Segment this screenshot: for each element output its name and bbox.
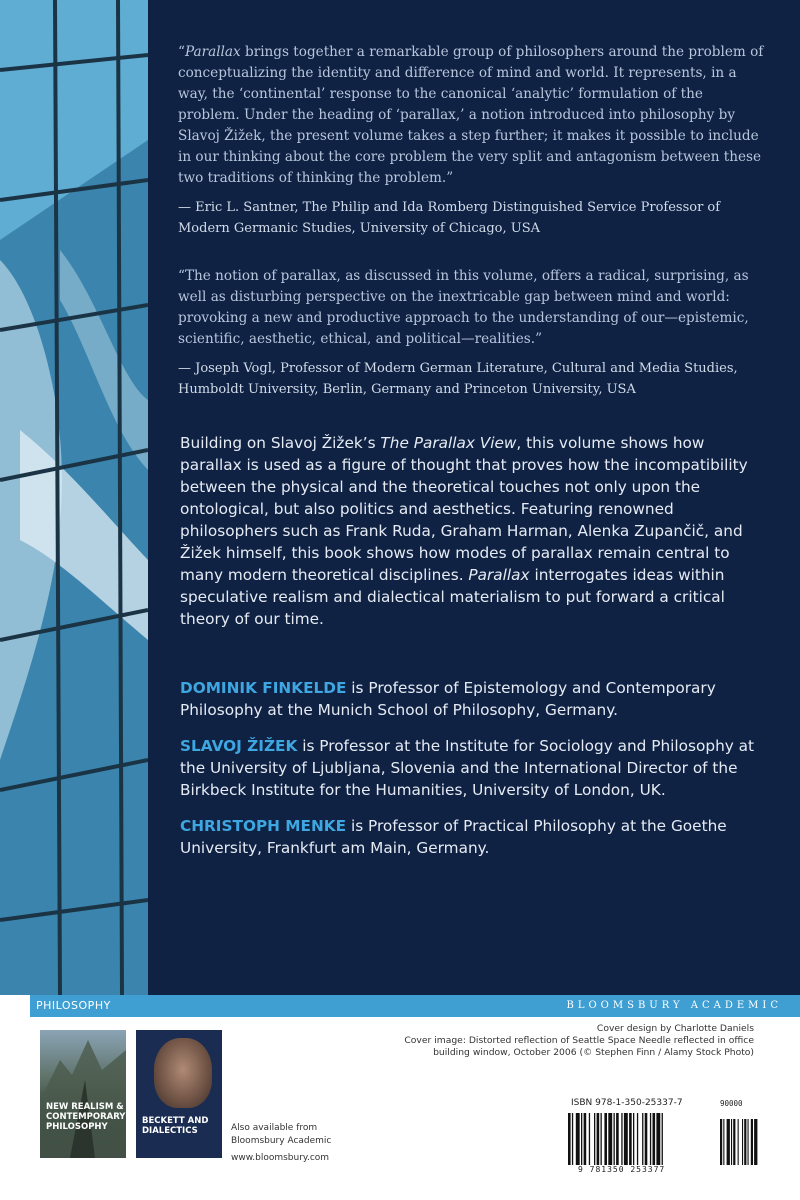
- author-bios: [180, 677, 770, 873]
- related-book-cover-1: [40, 1030, 126, 1158]
- publisher-strip: [30, 995, 800, 1017]
- author-name: DOMINIK FINKELDE: [180, 679, 347, 697]
- also-available-text: [231, 1122, 331, 1148]
- barcode-digits: 9 781350 253377: [578, 1165, 666, 1174]
- author-bio: [180, 677, 770, 721]
- isbn-number: ISBN 978-1-350-25337-7: [571, 1098, 683, 1108]
- book-title: BECKETT AND DIALECTICS: [142, 1116, 209, 1136]
- description-text: Building on Slavoj Žižek’s: [180, 434, 381, 452]
- book-title: NEW REALISM & CONTEMPORARY PHILOSOPHY: [46, 1102, 126, 1132]
- endorsement-quote-vogl: [178, 266, 768, 400]
- author-bio-text: is Professor at the Institute for Sociology and Philosophy at the University of Ljubljana, Slovenia and the International Director of the Birkbeck Institute for the Humanities, University of London, UK.: [180, 737, 755, 799]
- book-description: [180, 432, 770, 644]
- quote-attribution: — Eric L. Santner, The Philip and Ida Romberg Distinguished Service Professor of Modern Germanic Studies, University of Chicago, USA: [178, 200, 721, 236]
- barcode-addon-digits: 90000: [720, 1099, 743, 1108]
- description-paragraph: [180, 432, 770, 630]
- back-cover-footer: [0, 995, 800, 1200]
- back-cover-text-panel: [148, 0, 800, 995]
- quote-body: brings together a remarkable group of philosophers around the problem of conceptualizing the identity and difference of mind and world. It represents, in a way, the ‘continental’ response to the canonical ‘analytic’ formulation of the problem. Under the heading of ‘parallax,’ a notion introduced into philosophy by Slavoj Žižek, the present volume takes a step further; it makes it possible to include in our thinking about the core problem the very split and antagonism between these two traditions of thinking the problem.”: [178, 44, 764, 186]
- category-label: PHILOSOPHY: [36, 999, 111, 1012]
- referenced-title: The Parallax View: [380, 434, 517, 452]
- author-name: CHRISTOPH MENKE: [180, 817, 347, 835]
- website-link[interactable]: www.bloomsbury.com: [231, 1153, 330, 1163]
- quote-text: [178, 42, 768, 189]
- also-available-line: Also available from: [231, 1123, 318, 1133]
- barcode: [568, 1113, 758, 1165]
- also-available-line: Bloomsbury Academic: [231, 1136, 332, 1146]
- quote-attribution: — Joseph Vogl, Professor of Modern German Literature, Cultural and Media Studies, Humboldt University, Berlin, Germany and Princeton University, USA: [178, 361, 738, 397]
- publisher-name: BLOOMSBURY ACADEMIC: [566, 1000, 782, 1011]
- author-name: SLAVOJ ŽIŽEK: [180, 737, 298, 755]
- author-bio: [180, 735, 770, 801]
- cover-photo-building-reflection: [0, 0, 148, 995]
- author-bio: [180, 815, 770, 859]
- book-title-italic: Parallax: [468, 566, 530, 584]
- endorsement-quote-santner: [178, 42, 768, 239]
- quote-title-italic: Parallax: [184, 44, 241, 60]
- cover-design-credit: Cover design by Charlotte Daniels: [596, 1023, 754, 1034]
- author-bio-text: is Professor of Epistemology and Contemporary Philosophy at the Munich School of Philosophy, Germany.: [180, 679, 716, 719]
- portrait-image: [154, 1038, 212, 1108]
- cover-image-credit: Cover image: Distorted reflection of Seattle Space Needle reflected in office building window, October 2006 (© Stephen Finn / Alamy Stock Photo): [404, 1035, 754, 1058]
- barcode-bars: [568, 1113, 758, 1165]
- cover-credits: [374, 1023, 754, 1059]
- description-text: interrogates ideas within speculative realism and dialectical materialism to put forward a critical theory of our time.: [180, 566, 725, 628]
- quote-text: “The notion of parallax, as discussed in this volume, offers a radical, surprising, as well as disturbing perspective on the inextricable gap between mind and world: provoking a new and productive approach to the understanding of our—epistemic, scientific, aesthetic, ethical, and political—realities.”: [178, 268, 749, 347]
- mountain-image: [40, 1030, 126, 1158]
- open-quote: “: [178, 44, 185, 60]
- building-window-grid: [0, 0, 148, 995]
- author-bio-text: is Professor of Practical Philosophy at the Goethe University, Frankfurt am Main, Germany.: [180, 817, 727, 857]
- description-text: , this volume shows how parallax is used as a figure of thought that proves how the incompatibility between the physical and the theoretical touches not only upon the ontological, but also politics and aesthetics. Featuring renowned philosophers such as Frank Ruda, Graham Harman, Alenka Zupančič, and Žižek himself, this book shows how modes of parallax remain central to many modern theoretical disciplines.: [180, 434, 748, 584]
- related-book-cover-2: [136, 1030, 222, 1158]
